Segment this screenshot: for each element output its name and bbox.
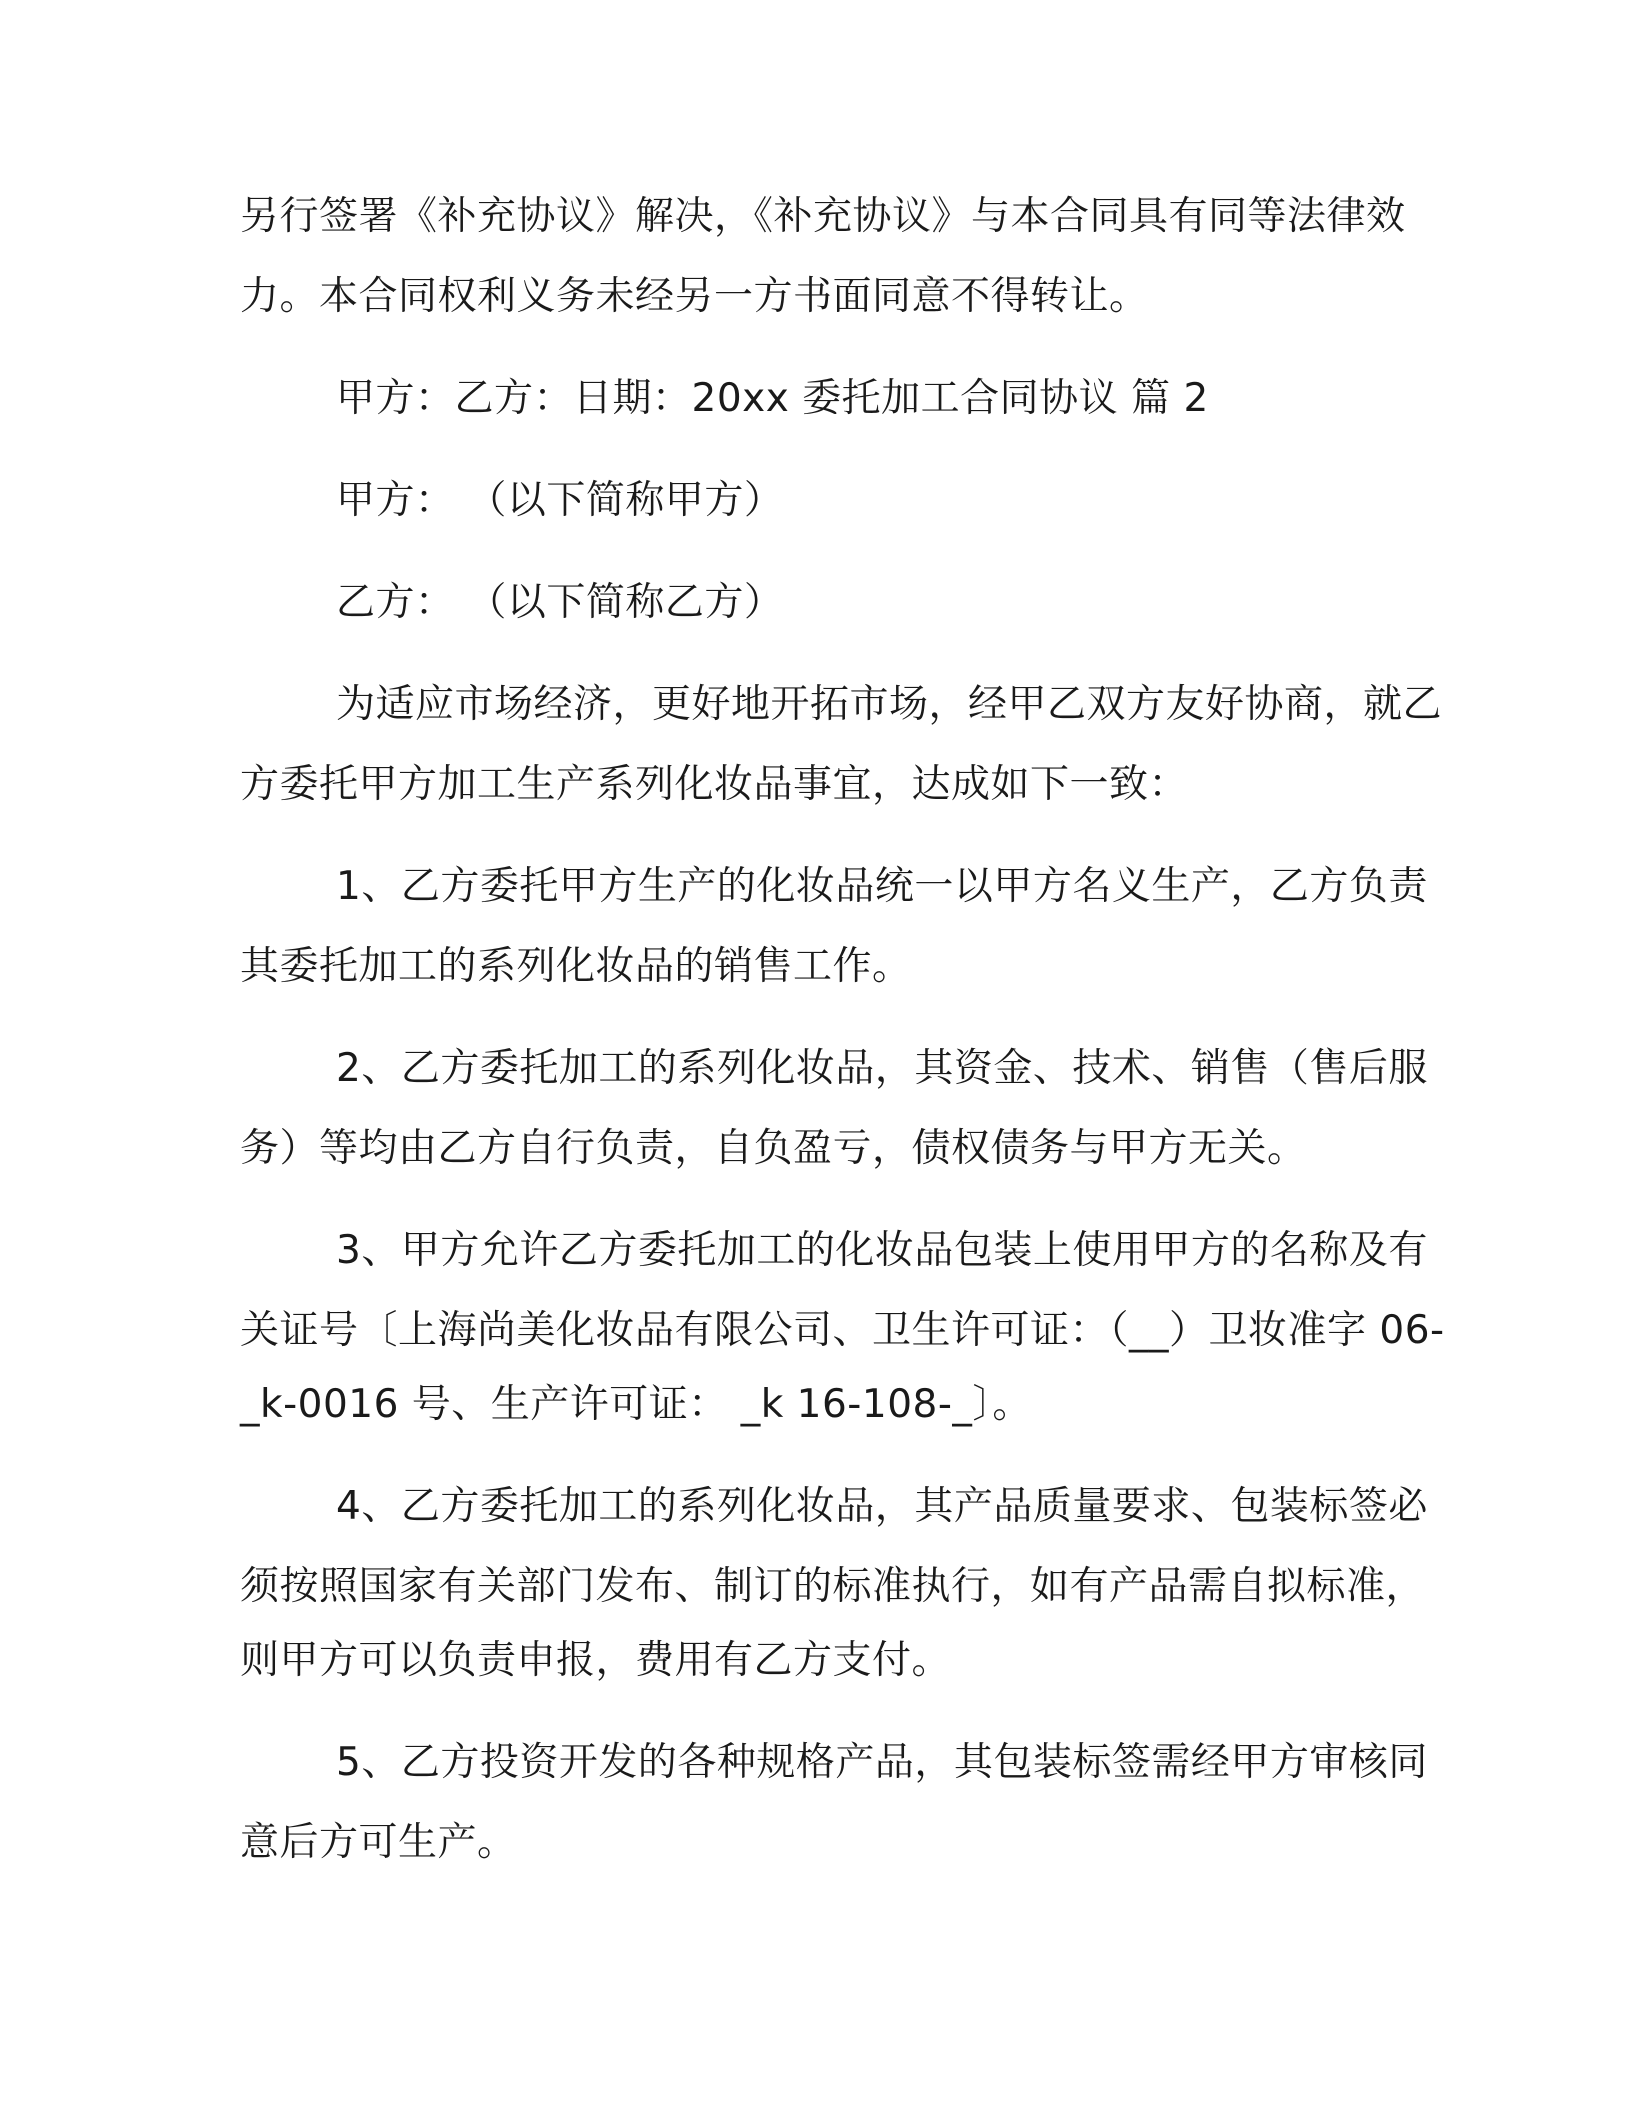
- clause-4-line-3: 则甲方可以负责申报，费用有乙方支付。: [240, 1638, 952, 1683]
- preamble-line-1: 为适应市场经济，更好地开拓市场，经甲乙双方友好协商，就乙: [336, 682, 1443, 727]
- clause-1-line-1: 1、乙方委托甲方生产的化妆品统一以甲方名义生产，乙方负责: [336, 864, 1428, 909]
- preamble-line-2: 方委托甲方加工生产系列化妆品事宜，达成如下一致：: [240, 762, 1189, 807]
- clause-5-line-2: 意后方可生产。: [240, 1820, 517, 1865]
- clause-3-line-1: 3、甲方允许乙方委托加工的化妆品包装上使用甲方的名称及有: [336, 1228, 1428, 1273]
- clause-3-line-3: _k-0016 号、生产许可证： _k 16-108-_〕。: [240, 1382, 1032, 1427]
- clause-2-line-1: 2、乙方委托加工的系列化妆品，其资金、技术、销售（售后服: [336, 1046, 1428, 1091]
- clause-2-line-2: 务）等均由乙方自行负责，自负盈亏，债权债务与甲方无关。: [240, 1126, 1307, 1171]
- clause-3-line-2: 关证号〔上海尚美化妆品有限公司、卫生许可证：（__）卫妆准字 06-: [240, 1308, 1445, 1353]
- party-b-line: 乙方： （以下简称乙方）: [336, 580, 784, 625]
- text-line-2: 力。本合同权利义务未经另一方书面同意不得转让。: [240, 274, 1149, 319]
- clause-5-line-1: 5、乙方投资开发的各种规格产品，其包装标签需经甲方审核同: [336, 1740, 1428, 1785]
- clause-4-line-2: 须按照国家有关部门发布、制订的标准执行，如有产品需自拟标准，: [240, 1564, 1426, 1609]
- party-a-line: 甲方： （以下简称甲方）: [336, 478, 784, 523]
- clause-1-line-2: 其委托加工的系列化妆品的销售工作。: [240, 944, 912, 989]
- text-line-1: 另行签署《补充协议》解决，《补充协议》与本合同具有同等法律效: [240, 194, 1406, 239]
- clause-4-line-1: 4、乙方委托加工的系列化妆品，其产品质量要求、包装标签必: [336, 1484, 1428, 1529]
- signature-heading-line: 甲方：乙方：日期：20xx 委托加工合同协议 篇 2: [336, 376, 1209, 421]
